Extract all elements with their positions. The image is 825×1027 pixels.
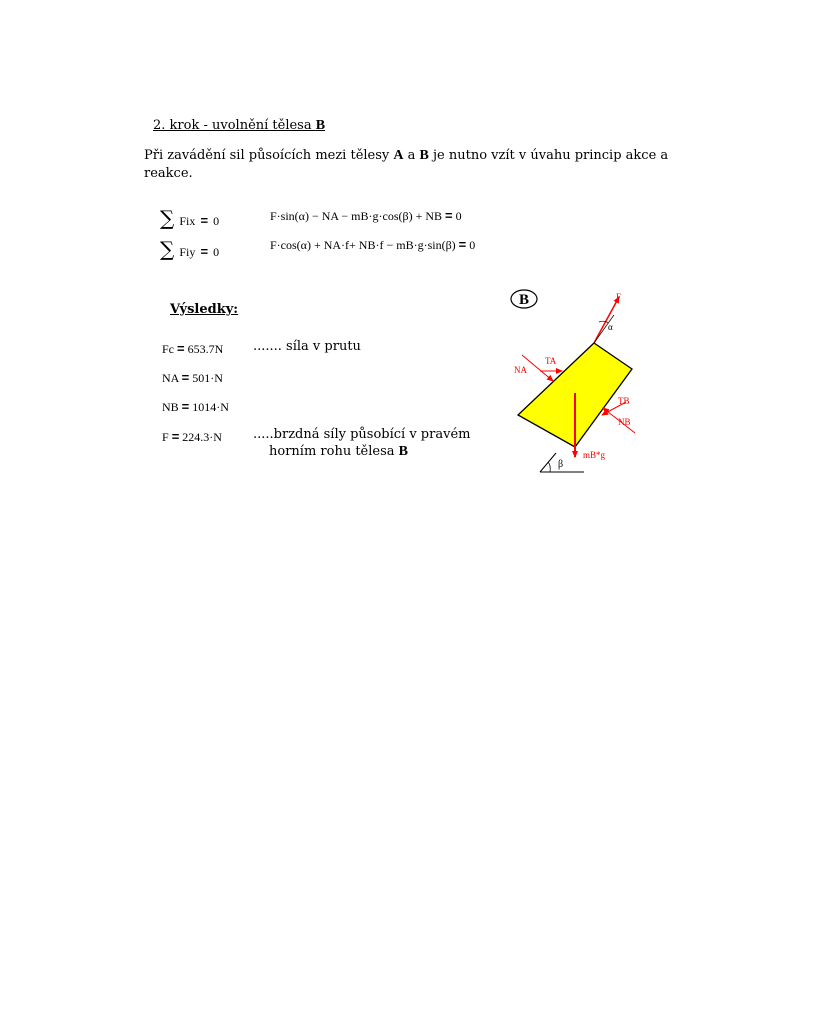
intro-body-b: B [419,148,429,163]
equation-rhs: 0 [213,214,220,228]
result-equals: = [181,399,190,414]
result-f-note: .....brzdná síly působící v pravém [253,427,471,442]
force-tb-label: TB [618,396,630,406]
body-b-badge [511,290,537,308]
intro-part2: a [403,148,420,163]
beta-label: β [558,459,564,470]
results-title: Výsledky: [170,302,239,317]
equation-rhs: 0 [213,245,220,259]
force-na-label: NA [514,365,527,375]
force-nb-label: NB [618,417,631,427]
result-equals: = [177,341,185,356]
result-name: Fc [162,342,174,356]
result-fc-note: ....... síla v prutu [253,339,361,354]
alpha-arc [599,321,608,323]
intro-part1: Při zavádění sil půsoících mezi tělesy [144,148,394,163]
equation-sum-x [160,206,219,230]
result-fc [162,341,223,357]
equation-sum-y [160,237,219,261]
formula-equals: = [458,237,467,252]
intro-part3: je nutno vzít v úvahu princip akce a reakce. [144,148,669,181]
result-name: NB [162,400,179,414]
result-value: 501·N [192,371,223,385]
note2-text: horním rohu tělesa [269,444,399,459]
result-name: F [162,430,169,444]
force-ta-label: TA [545,356,557,366]
formula-text: F·sin(α) − NA − mB·g·cos(β) + NB [270,209,443,223]
result-f [162,429,222,445]
intro-body-a: A [393,148,404,163]
force-weight-label: mB*g [583,450,606,460]
equals-sign: = [200,213,209,228]
badge-label: B [518,292,530,308]
beta-arc [548,462,550,472]
section-heading-body: B [315,118,326,133]
equation-label: Fix [179,214,196,228]
formula-rhs: 0 [455,209,462,223]
result-value: 224.3·N [182,430,222,444]
result-f-note2 [269,444,408,460]
result-name: NA [162,371,179,385]
free-body-diagram [500,285,660,480]
result-equals: = [181,370,190,385]
alpha-label: α [608,322,613,332]
note2-body: B [398,444,408,459]
equals-sign: = [200,244,209,259]
section-heading-text: 2. krok - uvolnění tělesa [153,118,316,133]
result-value: 1014·N [192,400,229,414]
equation-formula-x [270,208,462,224]
equation-label: Fiy [179,245,196,259]
formula-equals: = [445,208,453,223]
result-nb [162,399,229,415]
sum-symbol: ∑ [160,237,175,261]
section-heading [153,118,325,134]
result-value: 653.7N [187,342,224,356]
result-na [162,370,223,386]
formula-rhs: 0 [469,238,476,252]
sum-symbol: ∑ [160,206,175,230]
force-f-label: F [616,292,622,302]
intro-paragraph [144,147,704,183]
result-equals: = [171,429,180,444]
formula-text: F·cos(α) + NA·f+ NB·f − mB·g·sin(β) [270,238,456,252]
equation-formula-y [270,237,475,253]
force-f-arrow [594,297,619,343]
